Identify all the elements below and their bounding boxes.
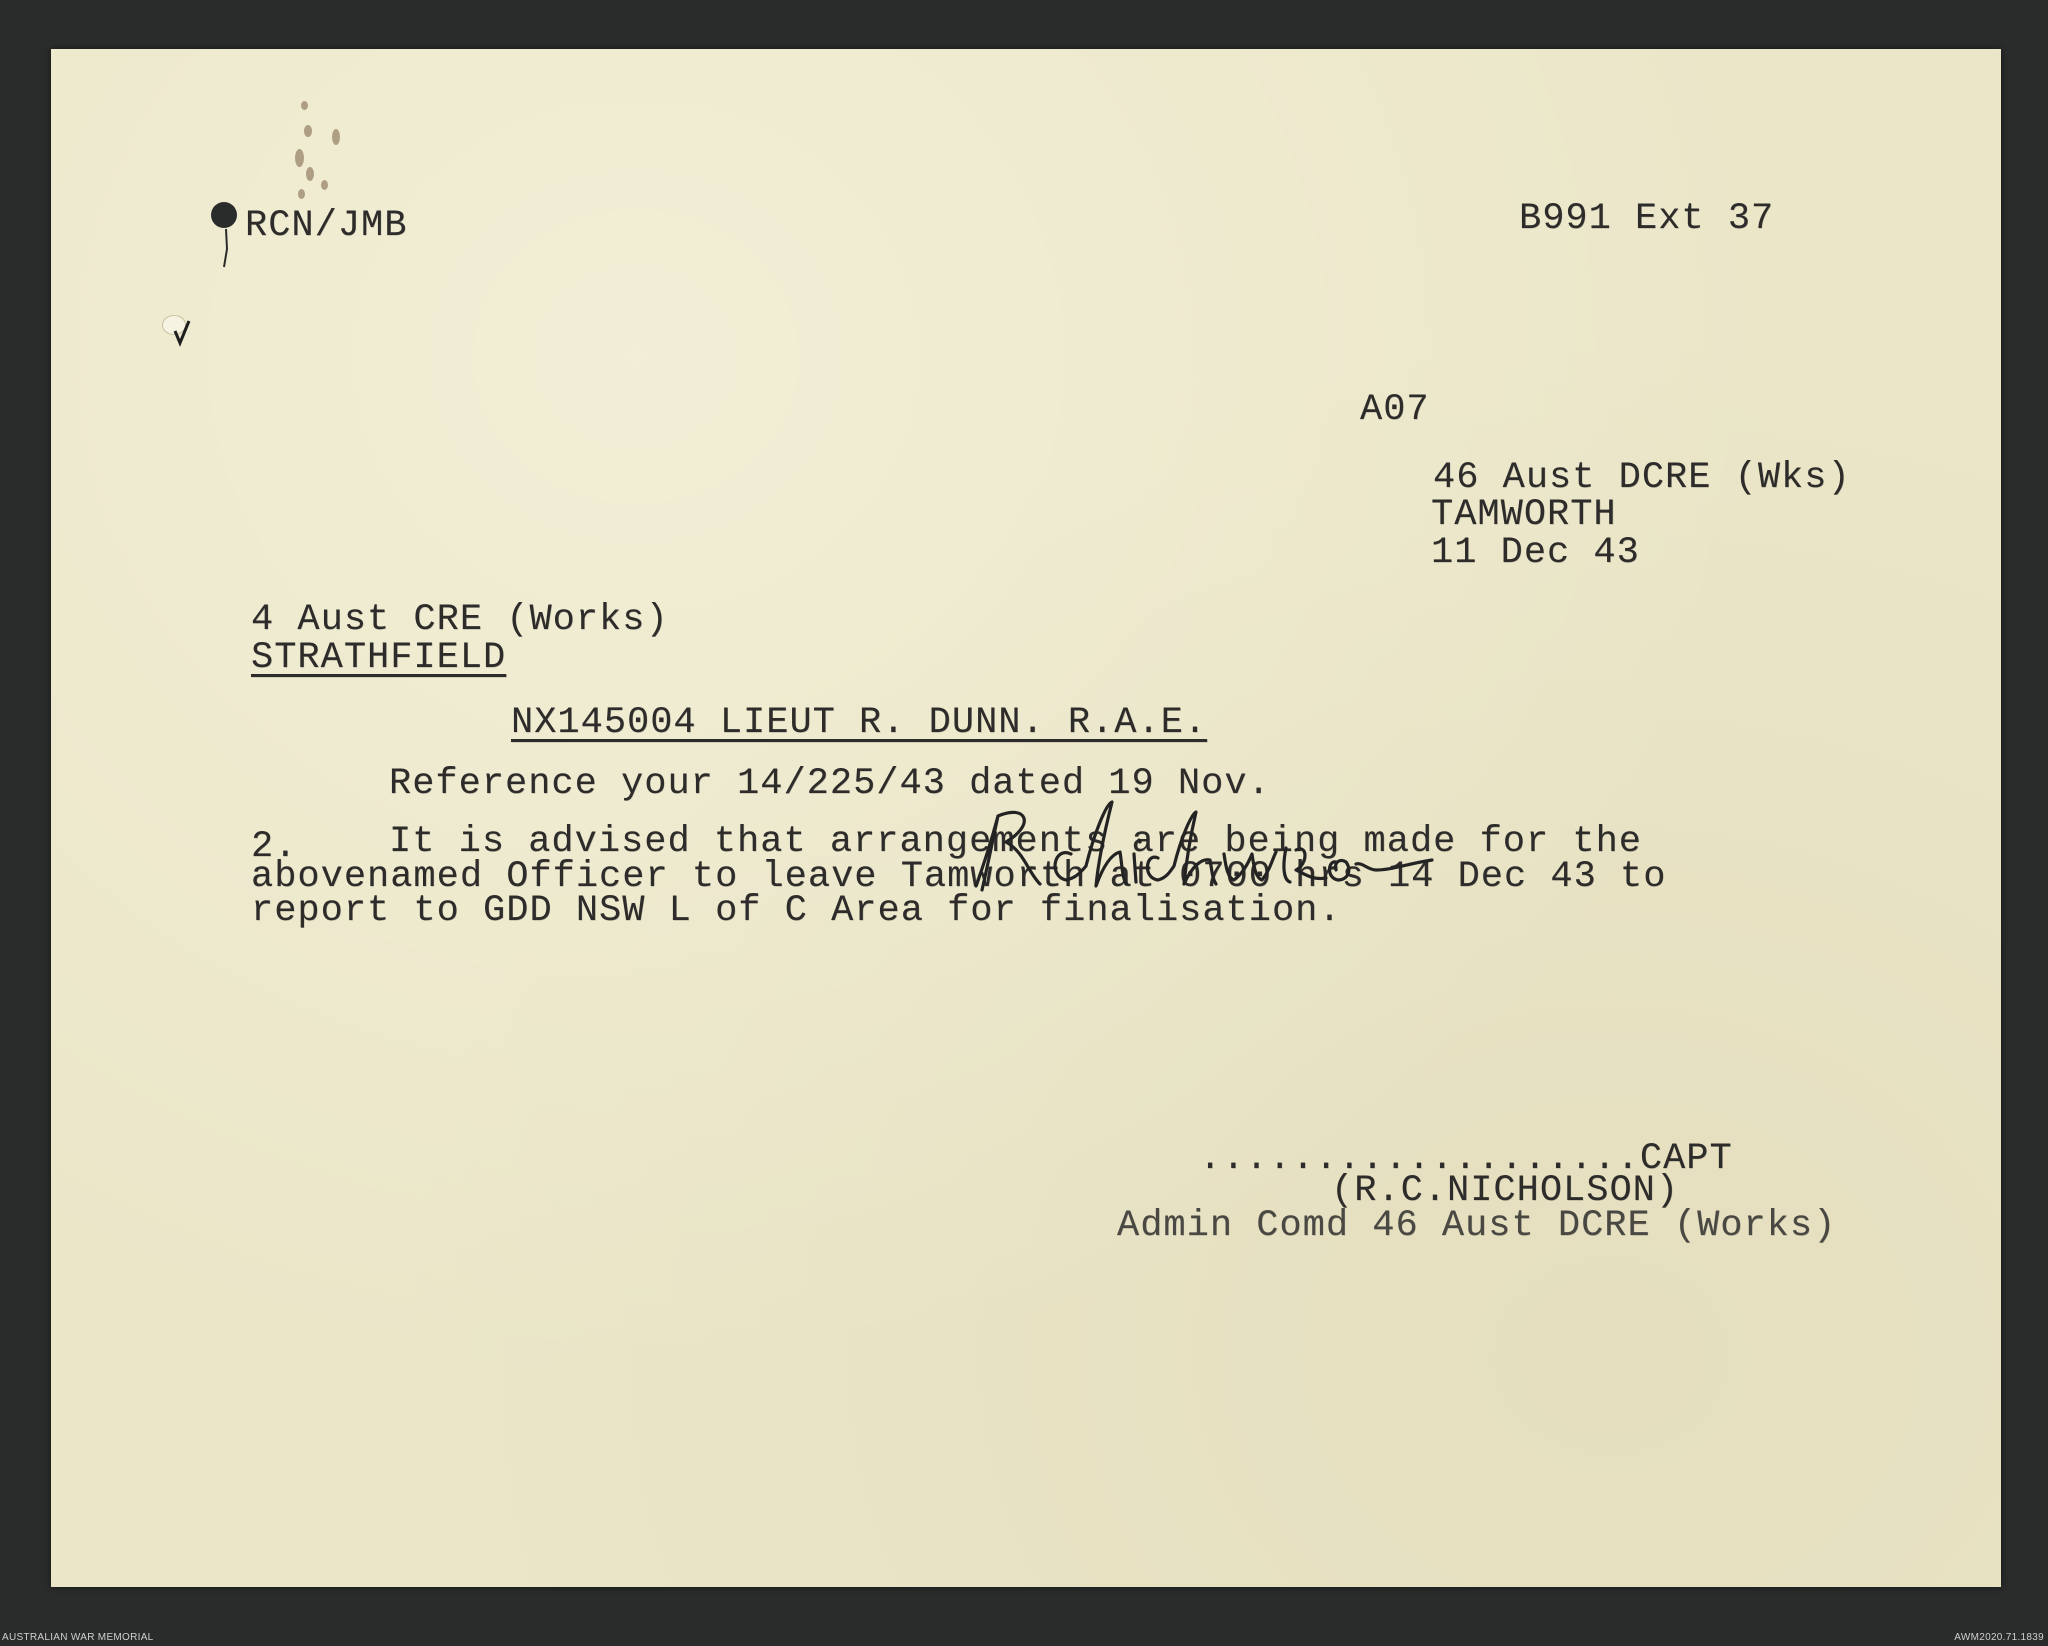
- check-mark-icon: [171, 317, 193, 347]
- reference-right: B991 Ext 37: [1519, 198, 1775, 240]
- recipient-location: STRATHFIELD: [251, 637, 507, 679]
- ink-smudge: [321, 180, 328, 190]
- tear-mark-icon: [221, 229, 231, 269]
- footer-catalogue-id: AWM2020.71.1839: [1954, 1632, 2044, 1643]
- handwritten-signature: [936, 794, 1436, 904]
- paragraph-line-1: It is advised that arrangements are being made for the: [389, 821, 1642, 863]
- footer-institution: AUSTRALIAN WAR MEMORIAL: [2, 1632, 154, 1643]
- paragraph-line-3: report to GDD NSW L of C Area for finalisation.: [251, 890, 1342, 932]
- signatory-name: (R.C.NICHOLSON): [1331, 1170, 1680, 1212]
- signatory-title: Admin Comd 46 Aust DCRE (Works): [1117, 1205, 1837, 1247]
- paragraph-line-2: abovenamed Officer to leave Tamworth at 0700 hrs 14 Dec 43 to: [251, 856, 1667, 898]
- ink-smudge: [298, 189, 305, 199]
- document-sheet: [51, 49, 2001, 1587]
- letter-date: 11 Dec 43: [1431, 532, 1640, 574]
- reference-left: RCN/JMB: [245, 205, 408, 247]
- reference-line: Reference your 14/225/43 dated 19 Nov.: [389, 763, 1271, 805]
- punch-hole: [211, 202, 237, 228]
- paragraph-number: 2.: [251, 826, 298, 868]
- document-code: A07: [1360, 389, 1430, 431]
- ink-smudge: [295, 149, 304, 167]
- recipient-unit: 4 Aust CRE (Works): [251, 599, 669, 641]
- sender-location: TAMWORTH: [1431, 494, 1617, 536]
- ink-smudge: [332, 129, 340, 145]
- ink-smudge: [301, 101, 308, 110]
- subject-line: NX145004 LIEUT R. DUNN. R.A.E.: [511, 702, 1208, 744]
- ink-smudge: [304, 125, 312, 137]
- ink-smudge: [306, 167, 314, 181]
- signature-rank-line: ...................CAPT: [1199, 1138, 1733, 1180]
- sender-unit: 46 Aust DCRE (Wks): [1433, 457, 1851, 499]
